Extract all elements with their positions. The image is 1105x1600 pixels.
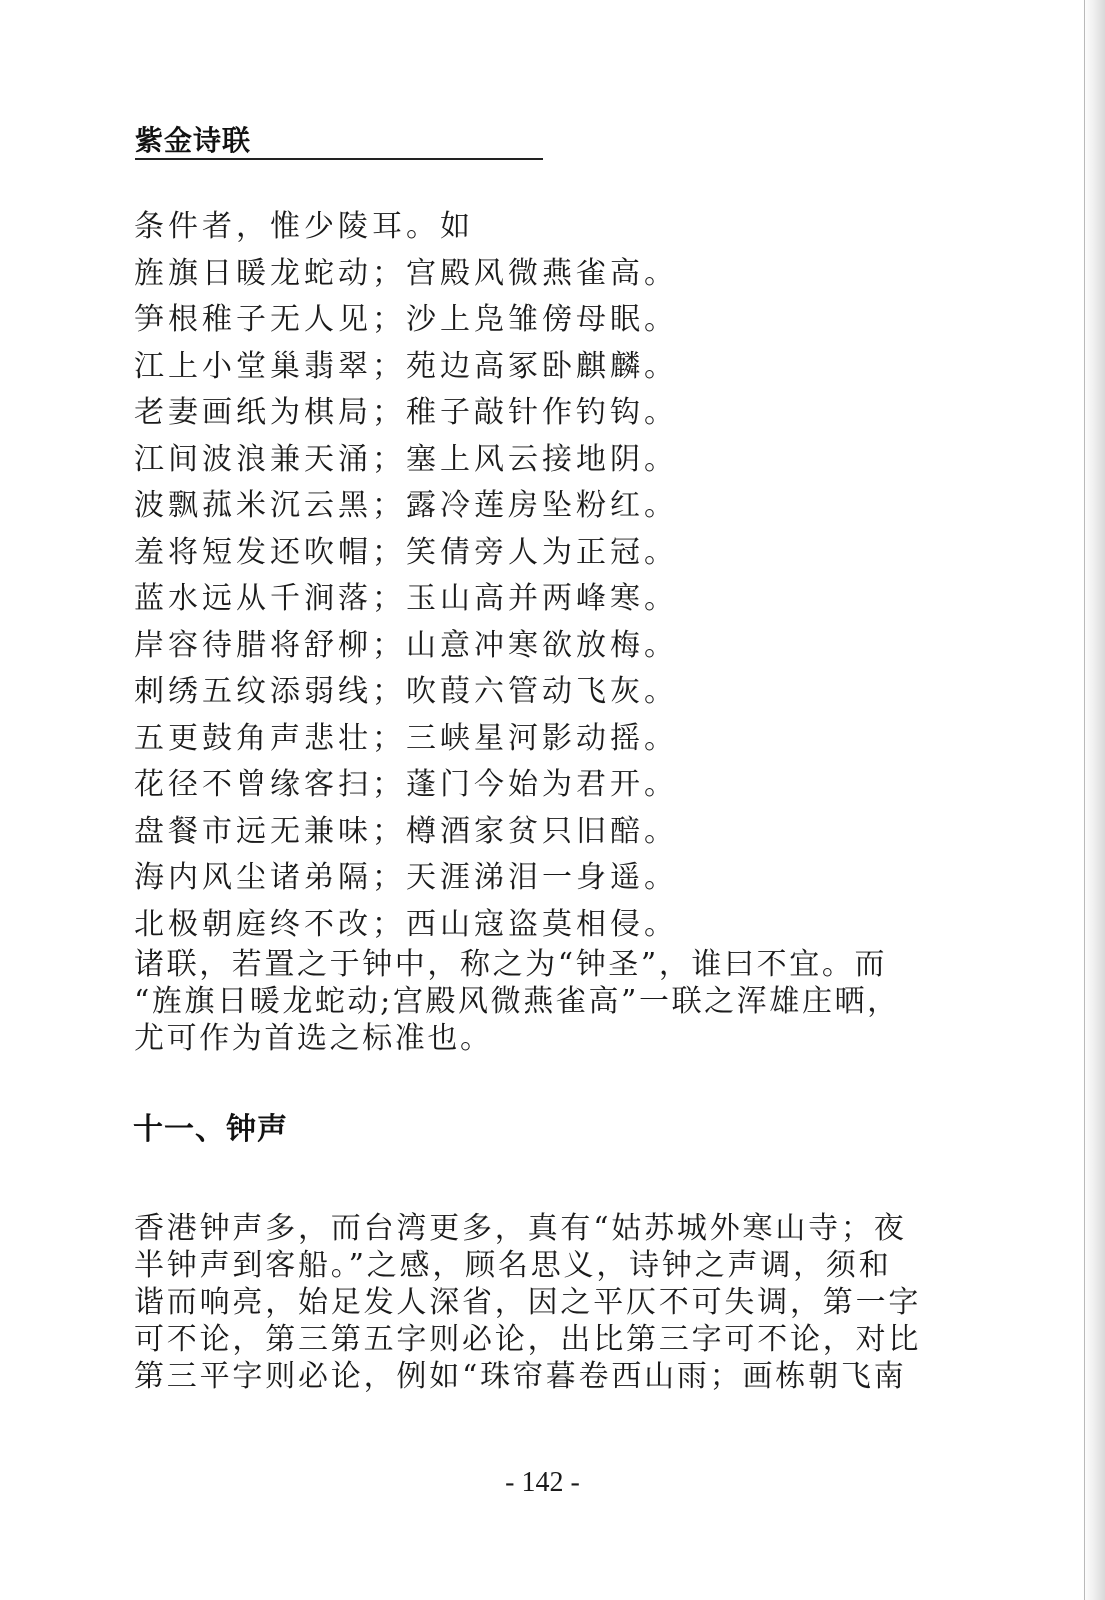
paragraph-line: 诸联，若置之于钟中，称之为“钟圣”，谁曰不宜。而 — [134, 947, 888, 982]
page-number: - 142 - — [505, 1467, 580, 1498]
verse-line: 老妻画纸为棋局；稚子敲针作钓钩。 — [134, 395, 678, 430]
paragraph-line: 第三平字则必论，例如“珠帘暮卷西山雨；画栋朝飞南 — [134, 1359, 907, 1394]
paragraph-line: 谐而响亮，始足发人深省，因之平仄不可失调，第一字 — [134, 1285, 922, 1320]
verse-line: 刺绣五纹添弱线；吹葭六管动飞灰。 — [134, 674, 678, 709]
paragraph-line: 半钟声到客船。”之感，顾名思义，诗钟之声调，须和 — [134, 1248, 892, 1283]
verse-line: 盘餐市远无兼味；樽酒家贫只旧醅。 — [134, 813, 678, 849]
verse-line: 蓝水远从千涧落；玉山高并两峰寒。 — [134, 581, 678, 616]
header-underline — [135, 158, 543, 160]
verse-line: 北极朝庭终不改；西山寇盗莫相侵。 — [134, 906, 678, 942]
section-paragraph — [134, 1210, 934, 1395]
commentary-paragraph — [134, 946, 934, 1057]
verse-line: 岸容待腊将舒柳；山意冲寒欲放梅。 — [134, 627, 678, 663]
verse-list — [134, 204, 934, 948]
section-heading: 十一、钟声 — [133, 1112, 288, 1147]
paragraph-line: “旌旗日暖龙蛇动;宫殿风微燕雀高”一联之浑雄庄晒， — [134, 984, 900, 1019]
running-header-title: 紫金诗联 — [135, 124, 252, 157]
verse-line: 江上小堂巢翡翠；苑边高冢卧麒麟。 — [134, 348, 678, 384]
page-edge-line — [1084, 0, 1085, 1600]
verse-line: 羞将短发还吹帽；笑倩旁人为正冠。 — [134, 534, 678, 570]
paragraph-line: 尤可作为首选之标准也。 — [134, 1021, 493, 1056]
verse-line: 波飘菰米沉云黑；露冷莲房坠粉红。 — [134, 488, 678, 523]
verse-line: 海内风尘诸弟隔；天涯涕泪一身遥。 — [134, 860, 678, 895]
page-edge-shadow — [1083, 0, 1105, 1600]
verse-line: 旌旗日暖龙蛇动；宫殿风微燕雀高。 — [134, 255, 678, 291]
verse-line: 江间波浪兼天涌；塞上风云接地阴。 — [134, 441, 678, 477]
verse-line: 条件者，惟少陵耳。如 — [134, 209, 474, 244]
verse-line: 笋根稚子无人见；沙上凫雏傍母眠。 — [134, 302, 678, 337]
verse-line: 花径不曾缘客扫；蓬门今始为君开。 — [134, 767, 678, 802]
verse-line: 五更鼓角声悲壮；三峡星河影动摇。 — [134, 720, 678, 756]
paragraph-line: 香港钟声多，而台湾更多，真有“姑苏城外寒山寺；夜 — [134, 1211, 907, 1246]
paragraph-line: 可不论，第三第五字则必论，出比第三字可不论，对比 — [134, 1322, 922, 1357]
